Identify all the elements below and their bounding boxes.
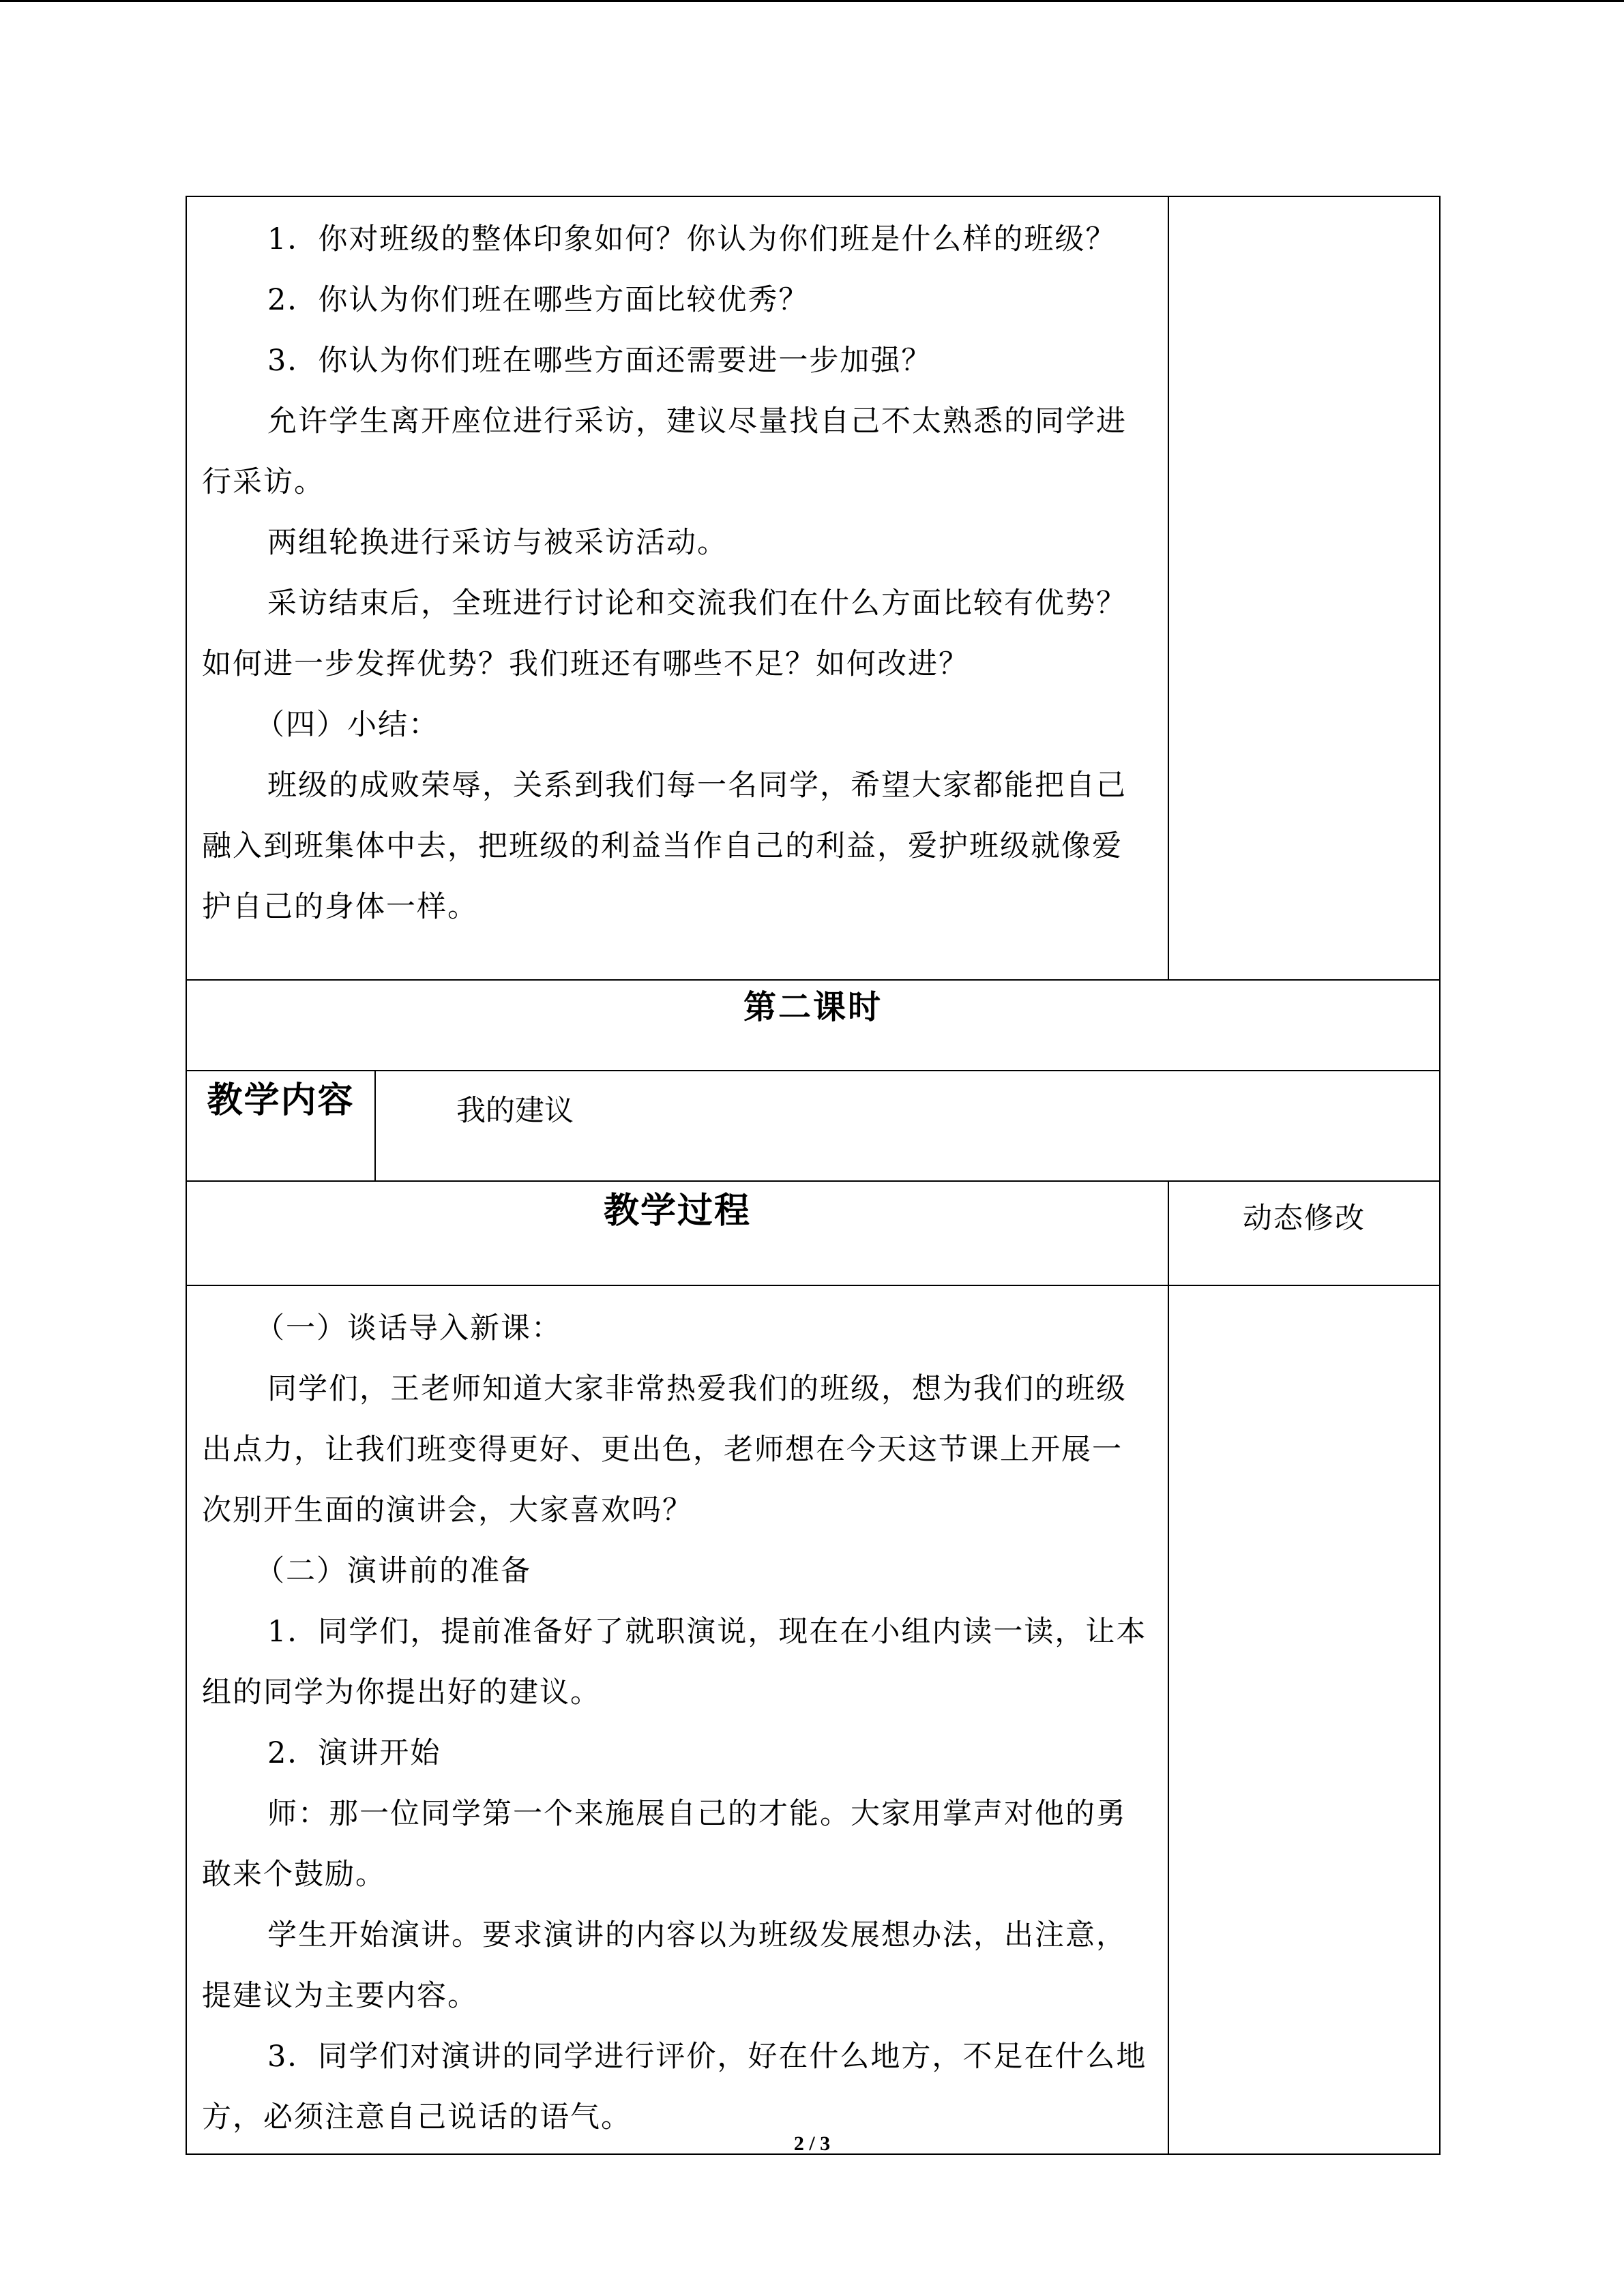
paragraph: 允许学生离开座位进行采访，建议尽量找自己不太熟悉的同学进行采访。 — [202, 404, 1127, 499]
dynamic-notes-cell-1 — [1168, 196, 1440, 980]
paragraph: （二）演讲前的准备 — [255, 1554, 531, 1588]
paragraph: 班级的成败荣辱，关系到我们每一名同学，希望大家都能把自己融入到班集体中去，把班级的利益当作自己的利益，爱护班级就像爱护自己的身体一样。 — [202, 769, 1127, 924]
paragraph: 3．同学们对演讲的同学进行评价，好在什么地方，不足在什么地方，必须注意自己说话的语气。 — [202, 2040, 1147, 2134]
page-number: 2 / 3 — [793, 2132, 831, 2155]
paragraph: （四）小结： — [255, 708, 439, 742]
lesson-title: 第二课时 — [186, 980, 1440, 1071]
process-row-2 — [186, 1285, 1440, 2154]
process-header-row — [186, 1181, 1440, 1285]
dynamic-notes-cell-2 — [1168, 1285, 1440, 2154]
paragraph: 采访结束后，全班进行讨论和交流我们在什么方面比较有优势？如何进一步发挥优势？我们班还有哪些不足？如何改进？ — [202, 586, 1127, 681]
paragraph: 1．你对班级的整体印象如何？你认为你们班是什么样的班级？ — [267, 222, 1117, 256]
process-row-1 — [186, 196, 1440, 980]
process-text-2 — [187, 1286, 1168, 2153]
content-value: 我的建议 — [375, 1071, 1440, 1181]
process-header: 教学过程 — [186, 1181, 1168, 1285]
process-text-1 — [187, 197, 1168, 943]
paragraph: 同学们，王老师知道大家非常热爱我们的班级，想为我们的班级出点力，让我们班变得更好、更出色，老师想在今天这节课上开展一次别开生面的演讲会，大家喜欢吗？ — [202, 1372, 1127, 1527]
paragraph: 2．演讲开始 — [267, 1736, 441, 1770]
paragraph: 1．同学们，提前准备好了就职演说，现在在小组内读一读，让本组的同学为你提出好的建议。 — [202, 1615, 1147, 1710]
content-label: 教学内容 — [186, 1071, 375, 1181]
paragraph: 两组轮换进行采访与被采访活动。 — [267, 526, 728, 560]
content-row — [186, 1071, 1440, 1181]
paragraph: 2．你认为你们班在哪些方面比较优秀？ — [267, 283, 810, 317]
lesson-title-row — [186, 980, 1440, 1071]
paragraph: 学生开始演讲。要求演讲的内容以为班级发展想办法，出注意，提建议为主要内容。 — [202, 1918, 1127, 2013]
paragraph: 3．你认为你们班在哪些方面还需要进一步加强？ — [267, 344, 932, 378]
dynamic-header: 动态修改 — [1168, 1181, 1440, 1285]
page-top-border — [0, 0, 1624, 2]
lesson-plan-table — [186, 196, 1441, 2155]
paragraph: （一）谈话导入新课： — [255, 1311, 562, 1345]
process-cell-2 — [186, 1285, 1168, 2154]
paragraph: 师：那一位同学第一个来施展自己的才能。大家用掌声对他的勇敢来个鼓励。 — [202, 1797, 1127, 1892]
process-cell-1 — [186, 196, 1168, 980]
